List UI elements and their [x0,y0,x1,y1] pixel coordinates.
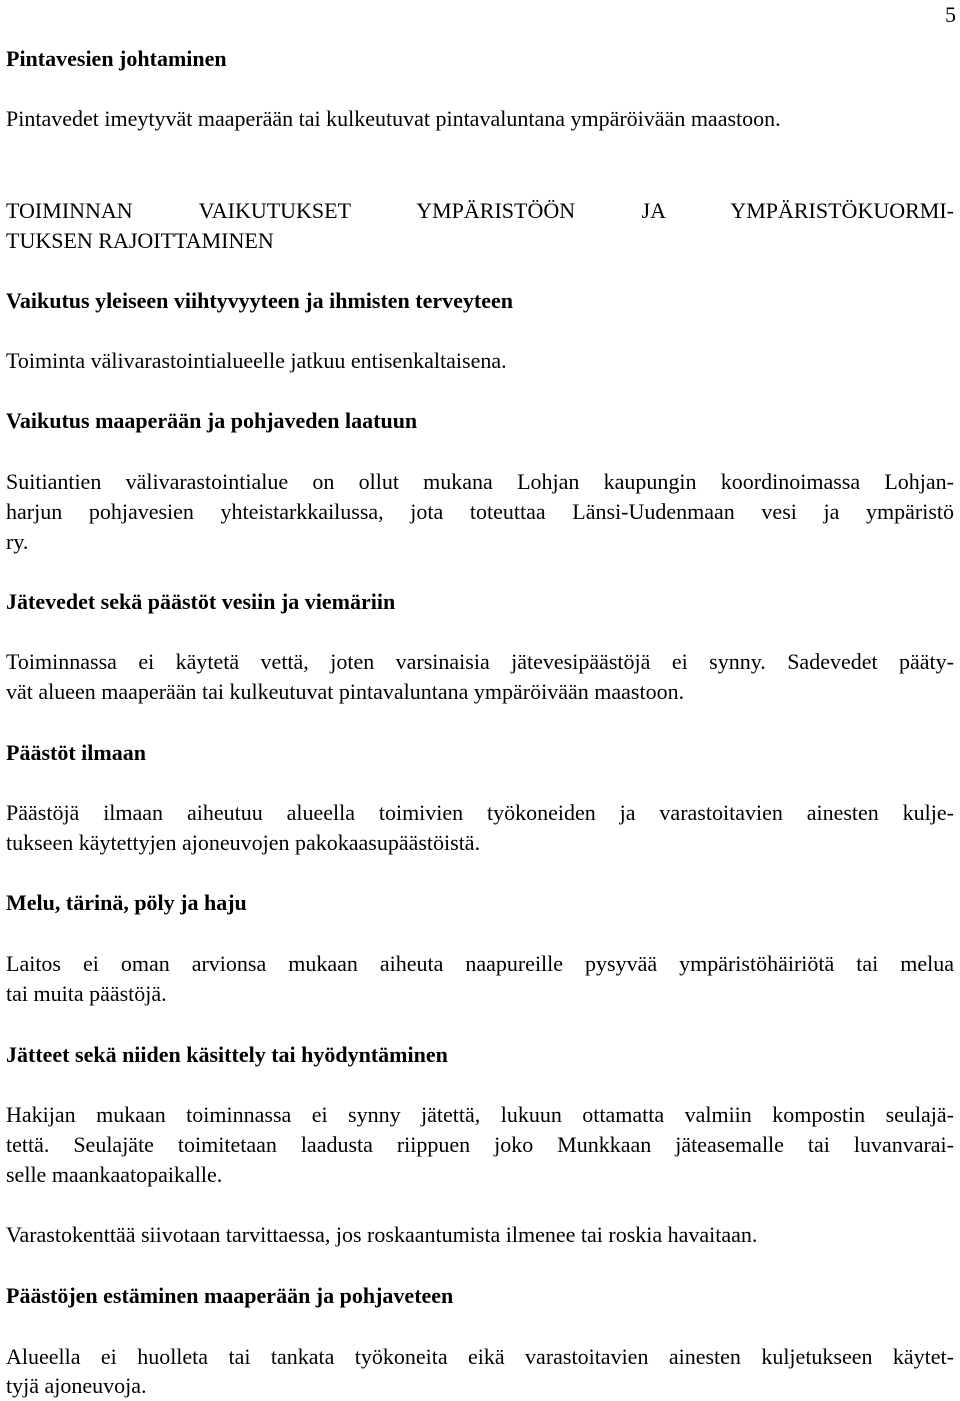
section-heading-groundwater: Vaikutus maaperään ja pohjaveden laatuun [6,408,418,433]
paragraph-waste-line-3: selle maankaatopaikalle. [6,1162,223,1187]
paragraph-surface-water: Pintavedet imeytyvät maaperään tai kulkeutuvat pintavaluntana ympäröivään maastoon. [6,106,781,131]
section-heading-noise: Melu, tärinä, pöly ja haju [6,890,247,915]
page-number: 5 [945,2,956,27]
paragraph-wastewater-line-2: vät alueen maaperään tai kulkeutuvat pintavaluntana ympäröivään maastoon. [6,679,685,704]
paragraph-noise-line-2: tai muita päästöjä. [6,981,167,1006]
section-heading-wellbeing: Vaikutus yleiseen viihtyvyyteen ja ihmisten terveyteen [6,288,513,313]
paragraph-waste-line-2: tettä. Seulajäte toimitetaan laadusta riippuen joko Munkkaan jäteasemalle tai luvanvarai- [6,1132,954,1157]
paragraph-air-emissions-line-1: Päästöjä ilmaan aiheutuu alueella toimivien työkoneiden ja varastoitavien ainesten kulje- [6,800,954,825]
main-heading-line-1: TOIMINNAN VAIKUTUKSET YMPÄRISTÖÖN JA YMPÄRISTÖKUORMI- [6,198,954,223]
paragraph-waste-line-1: Hakijan mukaan toiminnassa ei synny jätettä, lukuun ottamatta valmiin kompostin seulajä- [6,1102,954,1127]
section-heading-wastewater: Jätevedet sekä päästöt vesiin ja viemäriin [6,589,396,614]
paragraph-air-emissions-line-2: tukseen käytettyjen ajoneuvojen pakokaasupäästöistä. [6,830,481,855]
paragraph-noise-line-1: Laitos ei oman arvionsa mukaan aiheuta naapureille pysyvää ympäristöhäiriötä tai melua [6,951,954,976]
paragraph-groundwater-line-3: ry. [6,529,29,554]
paragraph-cleaning: Varastokenttää siivotaan tarvittaessa, jos roskaantumista ilmenee tai roskia havaitaan. [6,1222,758,1247]
paragraph-groundwater-line-2: harjun pohjavesien yhteistarkkailussa, jota toteuttaa Länsi-Uudenmaan vesi ja ympäristö [6,499,954,524]
section-heading-air-emissions: Päästöt ilmaan [6,740,146,765]
paragraph-prevention-line-2: tyjä ajoneuvoja. [6,1373,147,1398]
paragraph-groundwater-line-1: Suitiantien välivarastointialue on ollut mukana Lohjan kaupungin koordinoimassa Lohjan- [6,469,954,494]
section-heading-waste: Jätteet sekä niiden käsittely tai hyödyntäminen [6,1042,448,1067]
main-heading-line-2: TUKSEN RAJOITTAMINEN [6,228,274,253]
paragraph-wellbeing: Toiminta välivarastointialueelle jatkuu entisenkaltaisena. [6,348,507,373]
paragraph-wastewater-line-1: Toiminnassa ei käytetä vettä, joten varsinaisia jätevesipäästöjä ei synny. Sadevedet pääty- [6,649,954,674]
section-heading-surface-water: Pintavesien johtaminen [6,46,227,71]
section-heading-prevention: Päästöjen estäminen maaperään ja pohjaveteen [6,1283,454,1308]
paragraph-prevention-line-1: Alueella ei huolleta tai tankata työkoneita eikä varastoitavien ainesten kuljetukseen käytet- [6,1344,954,1369]
